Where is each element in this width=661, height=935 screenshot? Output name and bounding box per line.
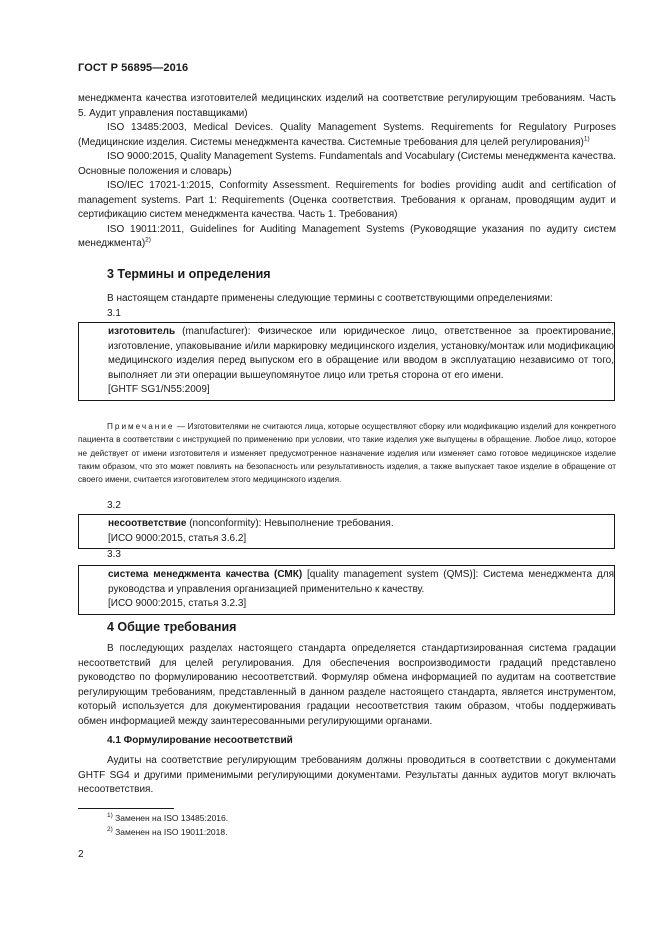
term-source: [GHTF SG1/N55:2009] <box>108 384 210 395</box>
term-text: (manufacturer): Физическое или юридическое лицо, ответственное за проектирование, изготовление, упаковывание и/или маркировку медицинского изделия, установку/монтаж или модификацию медицинского изделия перед выпуском его в обращение или вводом в эксплуатацию независимо от того, выполняет ли эти операции вышеупомянутое лицо или третья сторона от его имени. <box>108 326 614 381</box>
subsection-4-1-paragraph <box>78 754 616 798</box>
footnote-marker: 1) <box>107 812 113 820</box>
term-definition <box>79 517 614 532</box>
reference-text: ISO 13485:2003, Medical Devices. Quality Management Systems. Requirements for Regulatory Purposes (Медицинские изделия. Системы менеджмента качества. Системные требования для целей регулирования) <box>78 122 616 148</box>
term-source: [ИСО 9000:2015, статья 3.6.2] <box>108 532 247 544</box>
footnote-marker: 2) <box>107 826 113 834</box>
term-box-manufacturer <box>78 322 615 401</box>
term-text: (nonconformity): Невыполнение требования. <box>186 518 394 529</box>
intro-text: В настоящем стандарте применены следующие термины с соответствующими определениями: <box>107 293 553 304</box>
standard-header: ГОСТ Р 56895—2016 <box>78 62 189 74</box>
footnote-2 <box>107 827 227 837</box>
reference-item: менеджмента качества изготовителей медицинских изделий на соответствие регулирующим требованиям. Часть 5. Аудит управления поставщиками) <box>78 93 616 119</box>
term-number: 3.2 <box>107 500 121 511</box>
subsection-4-1-heading: 4.1 Формулирование несоответствий <box>107 735 293 746</box>
reference-item: ISO/IEC 17021-1:2015, Conformity Assessment. Requirements for bodies providing audit and certification of management systems. Part 1: Requirements (Оценка соответствия. Требования к органам, проводящим аудит и сертификацию систем менеджмента качества. Часть 1. Требования) <box>78 180 616 220</box>
section-3-heading: 3 Термины и определения <box>107 267 271 281</box>
section-4-heading: 4 Общие требования <box>107 620 237 634</box>
term-text: [quality management system (QMS)]: Система менеджмента для руководства и управления организацией применительно к качеству. <box>108 569 614 595</box>
footnote-divider <box>78 808 174 809</box>
page-number: 2 <box>78 849 84 860</box>
footnote-marker: 2) <box>145 236 151 244</box>
term-number: 3.3 <box>107 549 121 560</box>
note-text: — Изготовителями не считаются лица, которые осуществляют сборку или модификацию изделий для конкретного пациента в соответствии с инструкцией по применению при условии, что такие изделия уже выпущены в обращение. Любое лицо, которое не действует от имени изготовителя и изменяет предусмотренное назначение изделия или изменяет само готовое медицинское изделие таким образом, что это может повлиять на безопасность или результативность изделия, а также выпускает такое изделие в обращение от своего имени, считается изготовителем этого медицинского изделия. <box>78 422 616 485</box>
reference-item <box>78 121 616 150</box>
references-list <box>78 92 616 252</box>
note-label: Примечание <box>107 422 175 431</box>
footnote-text: Заменен на ISO 13485:2016. <box>112 813 229 823</box>
note <box>78 420 616 486</box>
reference-item: ISO 9000:2015, Quality Management Systems. Fundamentals and Vocabulary (Системы менеджмента качества. Основные положения и словарь) <box>78 151 616 177</box>
footnote-1 <box>107 813 228 823</box>
paragraph-text: Аудиты на соответствие регулирующим требованиям должны проводиться в соответствии с документами GHTF SG4 и другими применимыми регулирующими документами. Результаты данных аудитов могут включать несоответствия. <box>78 755 616 795</box>
footnote-marker: 1) <box>583 135 590 143</box>
section-3-intro <box>78 292 616 307</box>
section-4-paragraph <box>78 642 616 729</box>
term-box-qms <box>78 565 615 615</box>
term-name: система менеджмента качества (СМК) <box>108 569 303 580</box>
term-definition <box>79 325 614 383</box>
term-name: несоответствие <box>108 518 187 529</box>
term-number: 3.1 <box>107 308 121 319</box>
reference-text: ISO 19011:2011, Guidelines for Auditing Management Systems (Руководящие указания по аудиту систем менеджмента) <box>78 223 616 249</box>
term-name: изготовитель <box>108 326 176 337</box>
reference-item <box>78 223 616 252</box>
term-source: [ИСО 9000:2015, статья 3.2.3] <box>108 598 247 609</box>
term-definition <box>79 568 614 597</box>
footnote-text: Заменен на ISO 19011:2018. <box>112 827 228 837</box>
term-box-nonconformity <box>78 514 615 549</box>
paragraph-text: В последующих разделах настоящего стандарта определяется стандартизированная система градации несоответствий для целей регулирования. Для обеспечения воспроизводимости градаций представлено руководство по формулированию несоответствий. Формуляр обмена информацией по аудитам на соответствие регулирующим требованиям, представленный в данном разделе настоящего стандарта, является инструментом, который используется для документирования градации несоответствия таким образом, чтобы поддерживать обмен информацией между заинтересованными регулирующими органами. <box>78 643 616 727</box>
